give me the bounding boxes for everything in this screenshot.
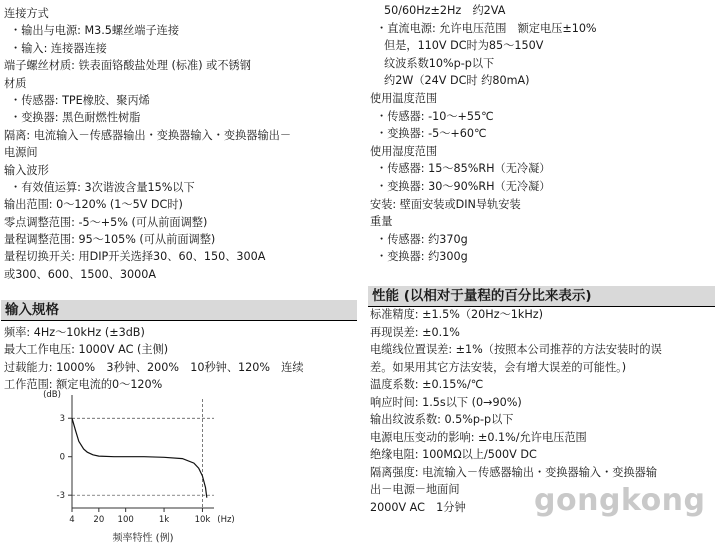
y-axis-label: (dB) [43,390,61,400]
spec-line: ・传感器: 15～85%RH（无冷凝） [376,162,551,176]
spec-line: 重量 [370,215,393,229]
spec-line: 输入波形 [4,163,49,177]
spec-line: 材质 [4,76,27,90]
spec-line: 电源间 [4,146,38,160]
spec-line: 量程调整范围: 95～105% (可从前面调整) [4,233,216,247]
input-spec-body [4,324,356,394]
spec-line: 约2W（24V DC时 约80mA) [384,74,530,88]
spec-line: 绝缘电阻: 100MΩ以上/500V DC [370,448,537,461]
spec-line: 电缆线位置误差: ±1%（按照本公司推荐的方法安装时的误 [370,343,662,356]
spec-line: ・有效值运算: 3次谐波含量15%以下 [10,180,195,194]
input-spec-heading [1,300,357,321]
spec-line: 端子螺丝材质: 铁表面铬酸盐处理 (标准) 或不锈钢 [4,59,251,73]
spec-line: 零点调整范围: -5～+5% (可从前面调整) [4,215,208,229]
x-tick-label: 20 [93,515,105,525]
spec-line: 频率: 4Hz～10kHz (±3dB) [4,326,145,339]
spec-line: 过载能力: 1000% 3秒钟、200% 10秒钟、120% 连续 [4,360,304,374]
y-tick-label: -3 [56,491,65,502]
spec-line: 连接方式 [4,7,49,20]
spec-line: ・传感器: -10～+55℃ [376,109,494,123]
spec-line: ・传感器: TPE橡胶、聚丙烯 [10,93,150,107]
spec-line: ・变换器: 黑色耐燃性树脂 [10,111,141,125]
spec-line: ・变换器: -5～+60℃ [376,127,487,141]
x-tick-label: 4 [69,515,75,525]
spec-line: 隔离强度: 电流输入－传感器输出・变换器输入・变换器输 [370,465,658,479]
x-axis-label: (Hz) [217,515,235,525]
spec-line: ・直流电源: 允许电压范围 额定电压±10% [376,21,597,35]
spec-line: 响应时间: 1.5s以下 (0→90%) [370,395,522,409]
spec-line: 使用湿度范围 [370,144,438,158]
spec-line: 出－电源－地面间 [370,483,460,496]
spec-line: 纹波系数10%p-p以下 [384,56,495,70]
left-column [4,5,356,283]
spec-line: 隔离: 电流输入－传感器输出・变换器输入・变换器输出－ [4,128,292,142]
input-spec-list [4,324,356,394]
performance-title: 性能 (以相对于量程的百分比来表示) [372,288,592,304]
input-spec-title: 输入规格 [5,302,59,318]
spec-line: 2000V AC 1分钟 [370,500,466,514]
spec-line: ・输出与电源: M3.5螺丝端子连接 [10,24,180,38]
frequency-response-line [72,418,207,498]
spec-line: ・变换器: 约300g [376,250,468,264]
x-tick-label: 1k [158,515,170,525]
spec-line: 输出纹波系数: 0.5%p-p以下 [370,413,514,426]
spec-line: ・变换器: 30～90%RH（无冷凝） [376,179,551,193]
y-tick-label: 3 [59,414,65,425]
right-column [370,2,714,266]
spec-line: 输出范围: 0～120% (1～5V DC时) [4,198,183,212]
x-tick-label: 100 [117,515,134,525]
spec-line: 再现误差: ±0.1% [370,325,460,339]
spec-line: ・传感器: 约370g [376,232,468,246]
chart-title: 频率特性 (例) [112,533,174,544]
spec-line: 安装: 壁面安装或DIN导轨安装 [370,197,521,211]
spec-line: 50/60Hz±2Hz 约2VA [384,4,506,17]
spec-line: ・输入: 连接器连接 [10,41,107,55]
left-spec-list [4,5,356,283]
spec-line: 但是，110V DC时为85～150V [384,39,544,53]
spec-line: 差。如果用其它方法安装，会有增大误差的可能性。) [370,360,627,374]
spec-line: 最大工作电压: 1000V AC (主侧) [4,343,169,357]
watermark-logo: gongkong [534,483,706,518]
spec-line: 量程切换开关: 用DIP开关选择30、60、150、300A [4,250,266,264]
spec-line: 电源电压变动的影响: ±0.1%/允许电压范围 [370,430,587,444]
spec-line: 或300、600、1500、3000A [4,267,157,281]
spec-line: 温度系数: ±0.15%/℃ [370,378,484,391]
spec-line: 工作范围: 额定电流的0～120% [4,378,163,392]
spec-line: 标准精度: ±1.5%（20Hz～1kHz) [370,308,544,321]
right-spec-list [370,2,714,266]
spec-line: 使用温度范围 [370,91,438,105]
y-tick-label: 0 [59,452,65,463]
performance-heading [368,286,715,307]
x-tick-label: 10k [194,515,211,525]
